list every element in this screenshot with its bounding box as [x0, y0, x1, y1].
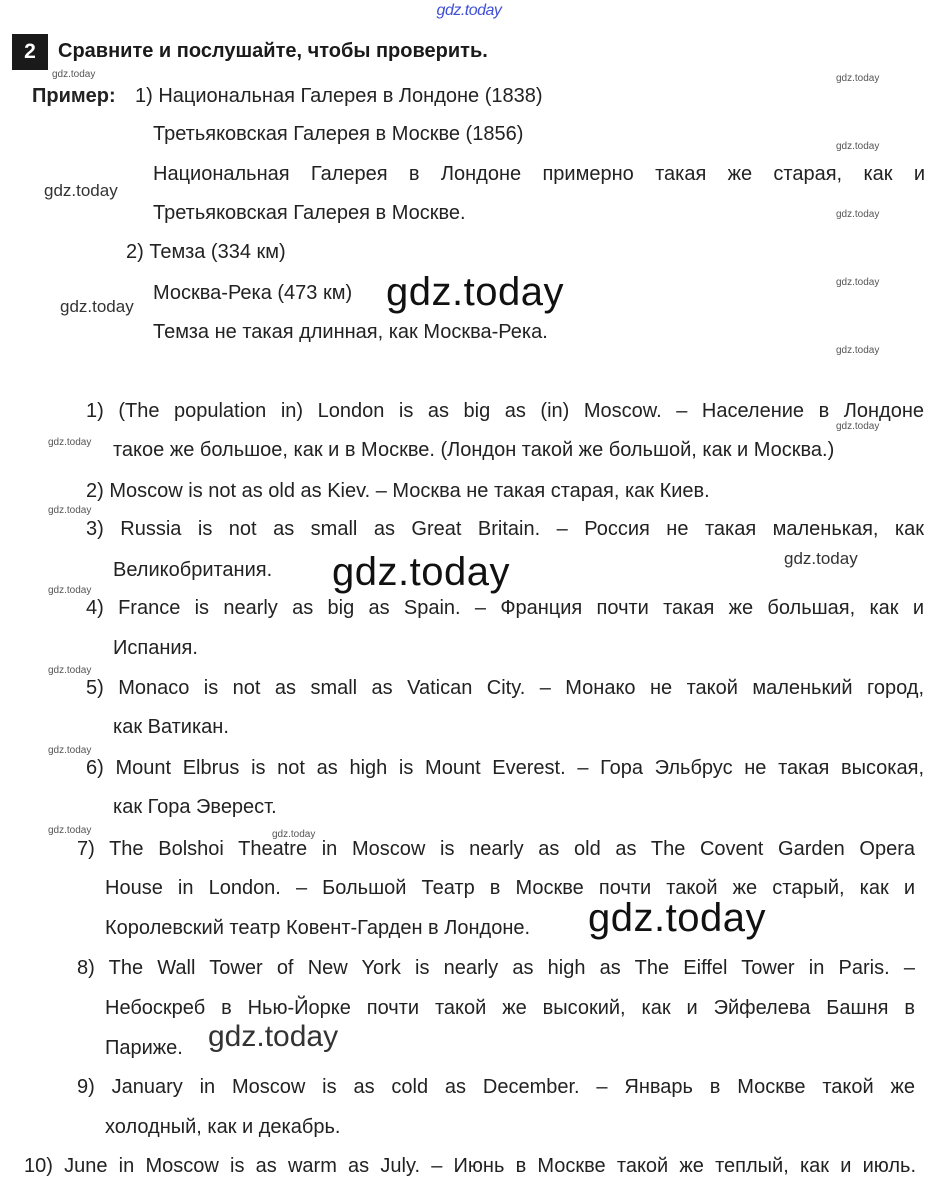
watermark: gdz.today: [48, 665, 92, 676]
answer-7-line-2: House in London. – Большой Театр в Москве почти такой же старый, как и: [105, 877, 915, 899]
watermark: gdz.today: [836, 277, 880, 288]
example-1-line-1: 1) Национальная Галерея в Лондоне (1838): [135, 85, 543, 107]
watermark: gdz.today: [272, 829, 316, 840]
exercise-number-badge: 2: [12, 34, 48, 70]
answer-4-line-2: Испания.: [113, 637, 198, 659]
answer-9-line-2: холодный, как и декабрь.: [105, 1116, 341, 1138]
watermark: gdz.today: [48, 437, 92, 448]
answer-1-line-1: 1) (The population in) London is as big as (in) Moscow. – Население в Лондоне: [86, 400, 924, 422]
example-2-line-3: Темза не такая длинная, как Москва-Река.: [153, 321, 548, 343]
answer-9-line-1: 9) January in Moscow is as cold as December. – Январь в Москве такой же: [77, 1076, 915, 1098]
watermark: gdz.today: [836, 345, 880, 356]
example-1-line-3: Национальная Галерея в Лондоне примерно такая же старая, как и: [153, 163, 925, 185]
watermark: gdz.today: [48, 825, 92, 836]
watermark: gdz.today: [836, 421, 880, 432]
answer-8-line-3: Париже.: [105, 1037, 183, 1059]
watermark: gdz.today: [836, 141, 880, 152]
watermark: gdz.today: [48, 505, 92, 516]
watermark: gdz.today: [52, 69, 96, 80]
answer-3-line-2: Великобритания.: [113, 559, 273, 581]
answer-5-line-2: как Ватикан.: [113, 716, 229, 738]
answer-8-line-2: Небоскреб в Нью-Йорке почти такой же высокий, как и Эйфелева Башня в: [105, 997, 915, 1019]
watermark: gdz.today: [836, 73, 880, 84]
exercise-title: Сравните и послушайте, чтобы проверить.: [58, 40, 488, 62]
answer-6-line-2: как Гора Эверест.: [113, 796, 277, 818]
example-1-line-4: Третьяковская Галерея в Москве.: [153, 202, 466, 224]
example-2-line-1: 2) Темза (334 км): [126, 241, 286, 263]
answer-3-line-1: 3) Russia is not as small as Great Britain. – Россия не такая маленькая, как: [86, 518, 924, 540]
answer-8-line-1: 8) The Wall Tower of New York is nearly as high as The Eiffel Tower in Paris. –: [77, 957, 915, 979]
watermark: gdz.today: [208, 1020, 339, 1053]
example-label: Пример:: [32, 85, 116, 107]
answer-1-line-2: такое же большое, как и в Москве. (Лондон такой же большой, как и Москва.): [113, 439, 835, 461]
watermark: gdz.today: [48, 745, 92, 756]
answer-10-line-1: 10) June in Moscow is as warm as July. – Июнь в Москве такой же теплый, как и июль.: [24, 1155, 916, 1177]
answer-6-line-1: 6) Mount Elbrus is not as high is Mount Everest. – Гора Эльбрус не такая высокая,: [86, 757, 924, 779]
watermark: gdz.today: [784, 549, 858, 568]
watermark-large: gdz.today: [386, 270, 564, 314]
watermark-large: gdz.today: [332, 550, 510, 594]
example-1-line-2: Третьяковская Галерея в Москве (1856): [153, 123, 524, 145]
answer-2-line-1: 2) Moscow is not as old as Kiev. – Москва не такая старая, как Киев.: [86, 480, 710, 502]
watermark-top: gdz.today: [436, 2, 502, 19]
watermark: gdz.today: [44, 181, 118, 200]
answer-4-line-1: 4) France is nearly as big as Spain. – Франция почти такая же большая, как и: [86, 597, 924, 619]
watermark: gdz.today: [60, 297, 134, 316]
example-2-line-2: Москва-Река (473 км): [153, 282, 353, 304]
watermark: gdz.today: [48, 585, 92, 596]
watermark-large: gdz.today: [588, 896, 766, 940]
answer-5-line-1: 5) Monaco is not as small as Vatican City. – Монако не такой маленький город,: [86, 677, 924, 699]
watermark: gdz.today: [836, 209, 880, 220]
answer-7-line-1: 7) The Bolshoi Theatre in Moscow is nearly as old as The Covent Garden Opera: [77, 838, 915, 860]
answer-7-line-3: Королевский театр Ковент-Гарден в Лондоне.: [105, 917, 531, 939]
